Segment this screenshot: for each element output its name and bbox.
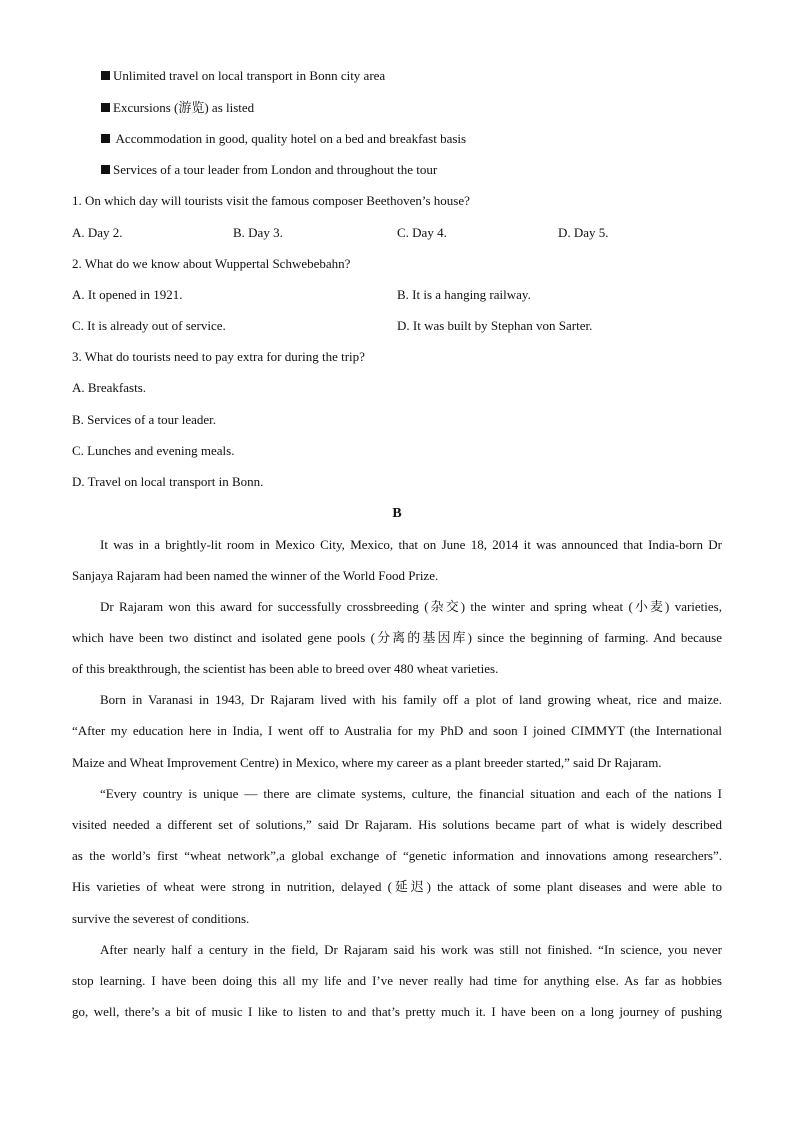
passage-line: survive the severest of conditions. bbox=[72, 911, 250, 926]
q2-option-b: B. It is a hanging railway. bbox=[397, 287, 531, 302]
passage-line: His varieties of wheat were strong in nutrition, delayed (延迟) the attack of some plant diseases and were able to bbox=[72, 879, 722, 894]
q2-option-c: C. It is already out of service. bbox=[72, 318, 226, 333]
q2-option-a: A. It opened in 1921. bbox=[72, 287, 183, 302]
square-bullet-icon bbox=[101, 165, 110, 174]
q1-option-b: B. Day 3. bbox=[233, 225, 283, 240]
passage-line: stop learning. I have been doing this all my life and I’ve never really had time for anything else. As far as hobbies bbox=[72, 973, 722, 988]
passage-line: After nearly half a century in the field, Dr Rajaram said his work was still not finished. “In science, you never bbox=[100, 942, 722, 957]
passage-line: as the world’s first “wheat network”,a global exchange of “genetic information and innovations among researchers”. bbox=[72, 848, 722, 863]
q1-option-c: C. Day 4. bbox=[397, 225, 447, 240]
question-3-stem: 3. What do tourists need to pay extra for during the trip? bbox=[72, 349, 365, 364]
passage-line: Born in Varanasi in 1943, Dr Rajaram lived with his family off a plot of land growing wheat, rice and maize. bbox=[100, 692, 722, 707]
passage-line: Dr Rajaram won this award for successfully crossbreeding (杂交) the winter and spring wheat (小麦) varieties, bbox=[100, 599, 722, 614]
passage-line: go, well, there’s a bit of music I like to listen to and that’s pretty much it. I have been on a long journey of pushing bbox=[72, 1004, 722, 1019]
q3-option-a: A. Breakfasts. bbox=[72, 380, 147, 395]
passage-line: of this breakthrough, the scientist has been able to breed over 480 wheat varieties. bbox=[72, 661, 499, 676]
q3-option-d: D. Travel on local transport in Bonn. bbox=[72, 474, 264, 489]
bullet-item: Excursions (游览) as listed bbox=[101, 100, 254, 116]
passage-line: It was in a brightly-lit room in Mexico City, Mexico, that on June 18, 2014 it was announced that India-born Dr bbox=[100, 537, 722, 552]
square-bullet-icon bbox=[101, 134, 110, 143]
square-bullet-icon bbox=[101, 103, 110, 112]
q2-option-d: D. It was built by Stephan von Sarter. bbox=[397, 318, 593, 333]
q1-option-d: D. Day 5. bbox=[558, 225, 609, 240]
question-1-stem: 1. On which day will tourists visit the famous composer Beethoven’s house? bbox=[72, 193, 470, 208]
passage-line: Maize and Wheat Improvement Centre) in Mexico, where my career as a plant breeder started,” said Dr Rajaram. bbox=[72, 755, 662, 770]
bullet-item: Accommodation in good, quality hotel on a bed and breakfast basis bbox=[101, 131, 466, 147]
passage-line: Sanjaya Rajaram had been named the winner of the World Food Prize. bbox=[72, 568, 439, 583]
square-bullet-icon bbox=[101, 71, 110, 80]
passage-line: “Every country is unique — there are climate systems, culture, the financial situation and each of the nations I bbox=[100, 786, 722, 801]
q1-option-a: A. Day 2. bbox=[72, 225, 123, 240]
question-2-stem: 2. What do we know about Wuppertal Schwebebahn? bbox=[72, 256, 351, 271]
bullet-item: Services of a tour leader from London and throughout the tour bbox=[101, 162, 437, 178]
passage-line: visited needed a different set of solutions,” said Dr Rajaram. His solutions became part of what is widely described bbox=[72, 817, 722, 832]
bullet-item: Unlimited travel on local transport in Bonn city area bbox=[101, 68, 385, 84]
q3-option-c: C. Lunches and evening meals. bbox=[72, 443, 235, 458]
passage-line: “After my education here in India, I went off to Australia for my PhD and soon I joined CIMMYT (the International bbox=[72, 723, 722, 738]
q3-option-b: B. Services of a tour leader. bbox=[72, 412, 217, 427]
section-heading: B bbox=[392, 506, 402, 521]
passage-line: which have been two distinct and isolated gene pools (分离的基因库) since the beginning of farming. And because bbox=[72, 630, 722, 645]
